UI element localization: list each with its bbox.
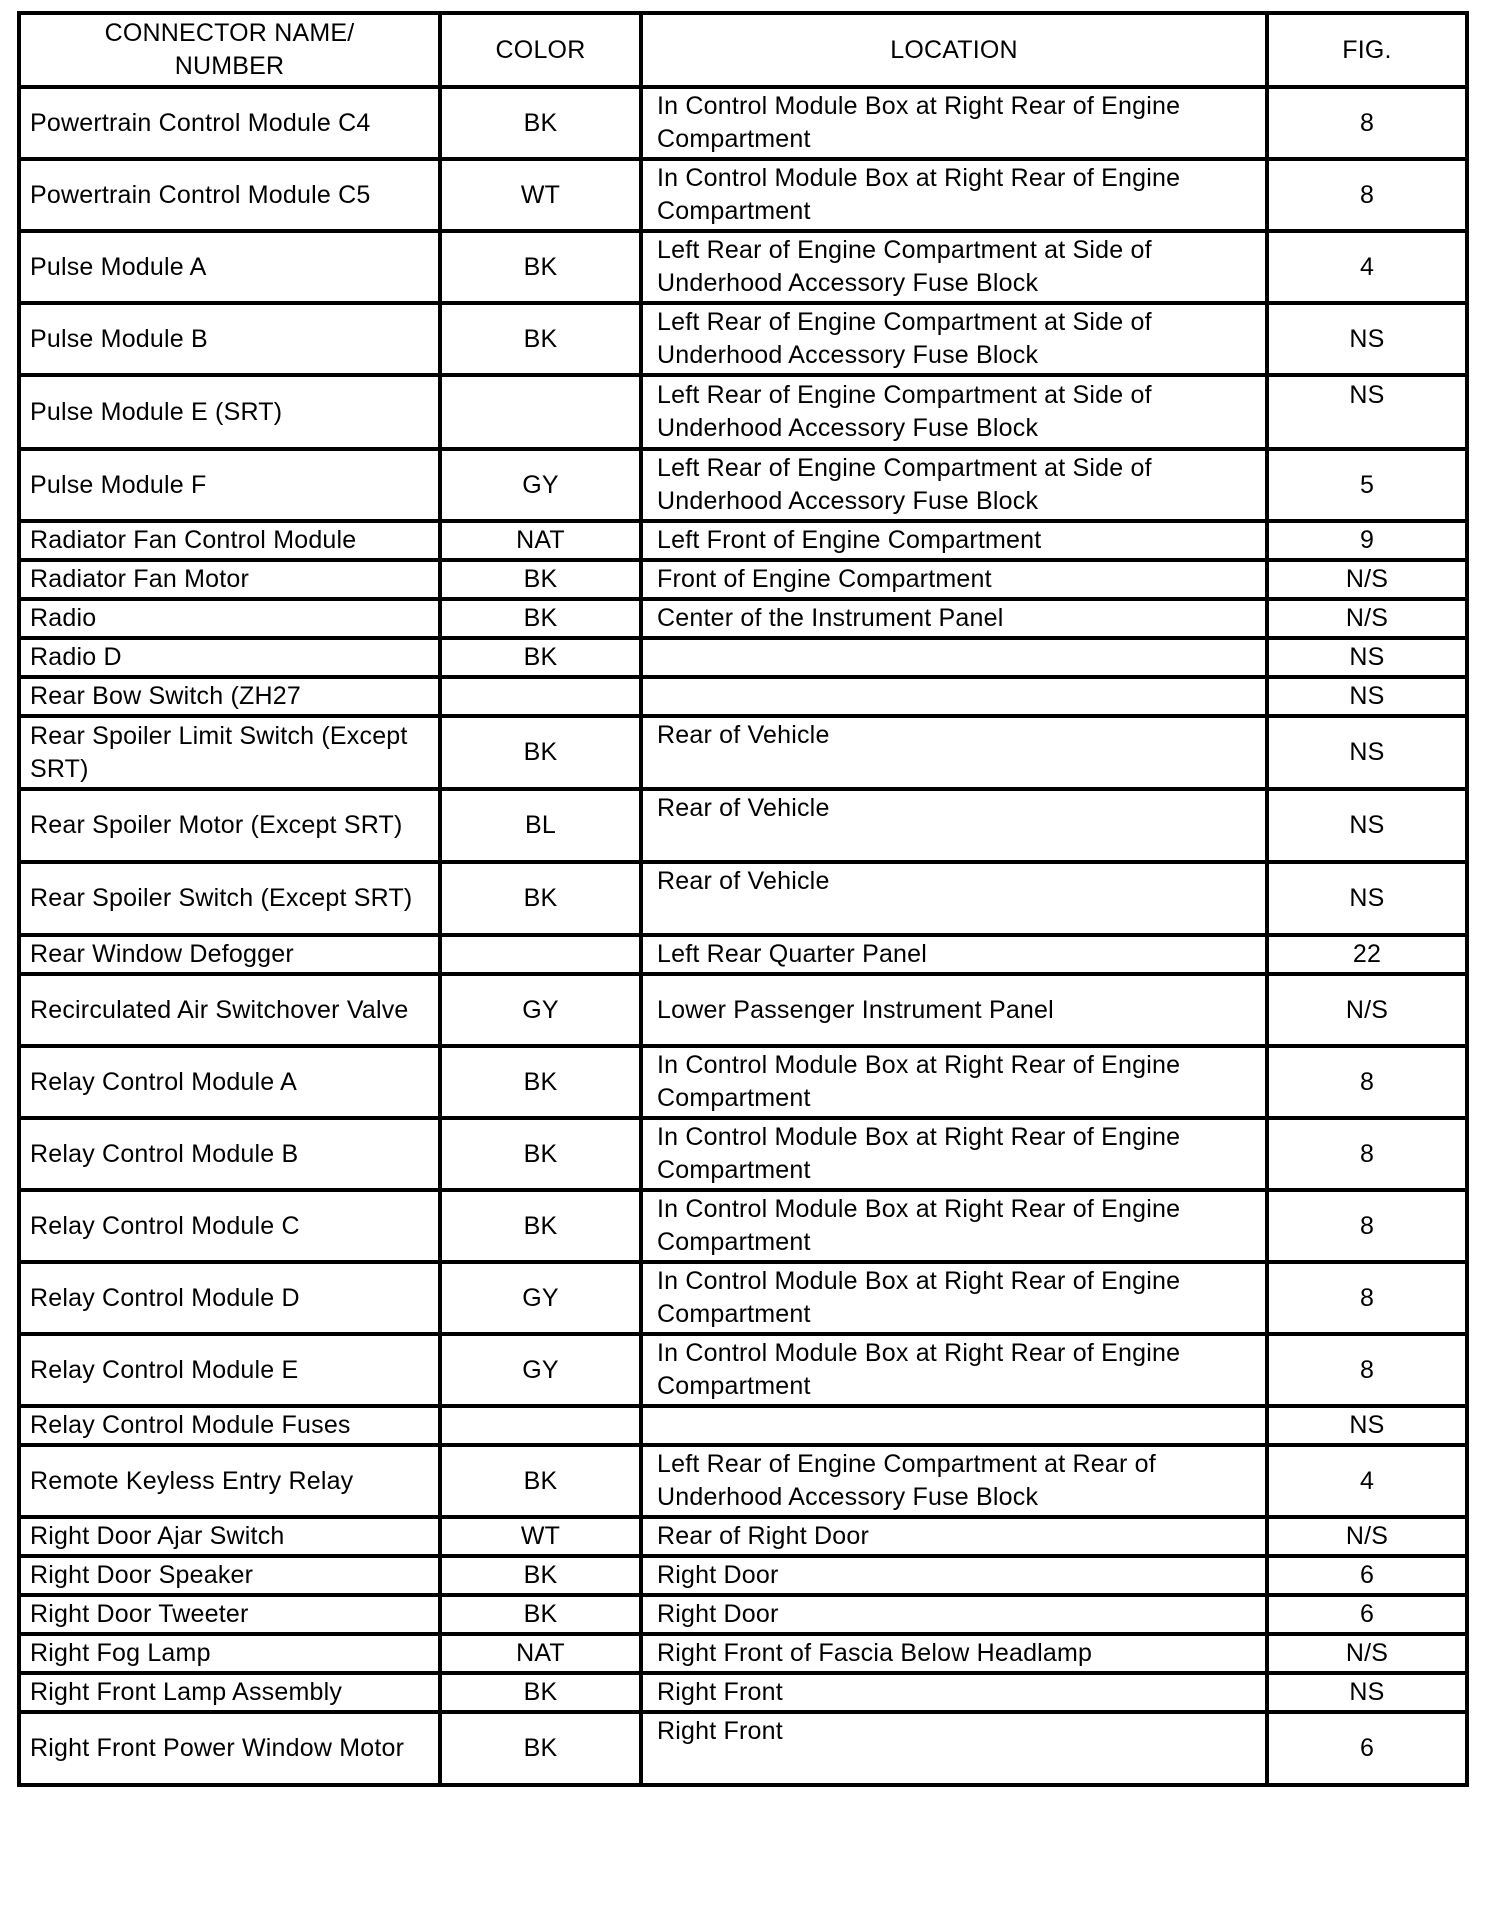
cell-color: BK <box>440 862 641 935</box>
cell-connector-name: Powertrain Control Module C5 <box>19 159 440 231</box>
cell-location: Lower Passenger Instrument Panel <box>641 974 1267 1046</box>
table-row <box>19 1334 1467 1406</box>
cell-color: NAT <box>440 521 641 560</box>
table-row <box>19 1712 1467 1785</box>
cell-fig: 8 <box>1267 1262 1467 1334</box>
cell-location: Rear of Vehicle <box>641 716 1267 789</box>
cell-color: BK <box>440 1673 641 1712</box>
cell-location: Rear of Vehicle <box>641 789 1267 862</box>
cell-location: Right Door <box>641 1595 1267 1634</box>
cell-color: GY <box>440 1334 641 1406</box>
table-row <box>19 159 1467 231</box>
table-row <box>19 560 1467 599</box>
cell-location: Rear of Right Door <box>641 1517 1267 1556</box>
cell-color: GY <box>440 1262 641 1334</box>
connector-location-table <box>17 11 1469 1787</box>
cell-location: Front of Engine Compartment <box>641 560 1267 599</box>
cell-connector-name: Powertrain Control Module C4 <box>19 87 440 159</box>
cell-color: BK <box>440 638 641 677</box>
cell-connector-name: Relay Control Module C <box>19 1190 440 1262</box>
cell-fig: 6 <box>1267 1595 1467 1634</box>
cell-connector-name: Rear Window Defogger <box>19 935 440 974</box>
cell-connector-name: Right Door Speaker <box>19 1556 440 1595</box>
cell-location: In Control Module Box at Right Rear of Engine Compartment <box>641 87 1267 159</box>
table-row <box>19 1406 1467 1445</box>
cell-color: BK <box>440 599 641 638</box>
table-row <box>19 1190 1467 1262</box>
table-row <box>19 1556 1467 1595</box>
cell-location: Left Rear of Engine Compartment at Rear of Underhood Accessory Fuse Block <box>641 1445 1267 1517</box>
cell-fig: 22 <box>1267 935 1467 974</box>
cell-location <box>641 677 1267 716</box>
cell-location: Left Rear of Engine Compartment at Side of Underhood Accessory Fuse Block <box>641 231 1267 303</box>
cell-location: Right Door <box>641 1556 1267 1595</box>
cell-location: Left Rear Quarter Panel <box>641 935 1267 974</box>
cell-color: BK <box>440 1556 641 1595</box>
cell-connector-name: Right Door Tweeter <box>19 1595 440 1634</box>
cell-connector-name: Recirculated Air Switchover Valve <box>19 974 440 1046</box>
cell-connector-name: Right Front Power Window Motor <box>19 1712 440 1785</box>
cell-location: In Control Module Box at Right Rear of Engine Compartment <box>641 159 1267 231</box>
cell-color: BK <box>440 1118 641 1190</box>
cell-location: Left Rear of Engine Compartment at Side of Underhood Accessory Fuse Block <box>641 375 1267 449</box>
cell-color: BK <box>440 303 641 375</box>
table-row <box>19 677 1467 716</box>
cell-fig: NS <box>1267 789 1467 862</box>
cell-connector-name: Radio <box>19 599 440 638</box>
cell-connector-name: Right Fog Lamp <box>19 1634 440 1673</box>
cell-fig: 8 <box>1267 1334 1467 1406</box>
cell-location: Left Front of Engine Compartment <box>641 521 1267 560</box>
header-color: COLOR <box>440 13 641 87</box>
cell-fig: 8 <box>1267 1190 1467 1262</box>
table-row <box>19 375 1467 449</box>
cell-location: Rear of Vehicle <box>641 862 1267 935</box>
header-fig: FIG. <box>1267 13 1467 87</box>
cell-fig: 8 <box>1267 87 1467 159</box>
cell-location: Center of the Instrument Panel <box>641 599 1267 638</box>
cell-fig: 4 <box>1267 1445 1467 1517</box>
cell-location: Left Rear of Engine Compartment at Side of Underhood Accessory Fuse Block <box>641 303 1267 375</box>
cell-location: In Control Module Box at Right Rear of Engine Compartment <box>641 1118 1267 1190</box>
cell-connector-name: Radiator Fan Control Module <box>19 521 440 560</box>
cell-color: GY <box>440 974 641 1046</box>
cell-connector-name: Pulse Module B <box>19 303 440 375</box>
cell-color: WT <box>440 1517 641 1556</box>
cell-location: Right Front <box>641 1673 1267 1712</box>
table-header-row <box>19 13 1467 87</box>
cell-fig: N/S <box>1267 599 1467 638</box>
cell-location: In Control Module Box at Right Rear of Engine Compartment <box>641 1262 1267 1334</box>
table-row <box>19 935 1467 974</box>
header-connector-name-line1: CONNECTOR NAME/ <box>104 19 355 47</box>
cell-connector-name: Rear Spoiler Motor (Except SRT) <box>19 789 440 862</box>
header-location: LOCATION <box>641 13 1267 87</box>
cell-connector-name: Pulse Module A <box>19 231 440 303</box>
cell-fig: NS <box>1267 638 1467 677</box>
table-row <box>19 1046 1467 1118</box>
cell-color <box>440 1406 641 1445</box>
table-row <box>19 521 1467 560</box>
cell-location: In Control Module Box at Right Rear of Engine Compartment <box>641 1046 1267 1118</box>
cell-fig: NS <box>1267 862 1467 935</box>
cell-color: BK <box>440 1190 641 1262</box>
table-row <box>19 1595 1467 1634</box>
table-row <box>19 87 1467 159</box>
cell-color: NAT <box>440 1634 641 1673</box>
cell-location <box>641 1406 1267 1445</box>
cell-fig: NS <box>1267 677 1467 716</box>
cell-fig: NS <box>1267 303 1467 375</box>
cell-fig: NS <box>1267 716 1467 789</box>
cell-color: BK <box>440 560 641 599</box>
cell-color: BK <box>440 716 641 789</box>
cell-connector-name: Radio D <box>19 638 440 677</box>
cell-color: BK <box>440 1712 641 1785</box>
table-row <box>19 599 1467 638</box>
table-row <box>19 1118 1467 1190</box>
cell-location <box>641 638 1267 677</box>
cell-fig: N/S <box>1267 1517 1467 1556</box>
cell-color: BK <box>440 87 641 159</box>
table-row <box>19 1517 1467 1556</box>
cell-color <box>440 677 641 716</box>
cell-location: Right Front of Fascia Below Headlamp <box>641 1634 1267 1673</box>
cell-location: In Control Module Box at Right Rear of Engine Compartment <box>641 1334 1267 1406</box>
table-row <box>19 789 1467 862</box>
cell-color <box>440 935 641 974</box>
cell-fig: 6 <box>1267 1712 1467 1785</box>
cell-fig: NS <box>1267 1673 1467 1712</box>
cell-location: Right Front <box>641 1712 1267 1785</box>
cell-fig: N/S <box>1267 1634 1467 1673</box>
cell-connector-name: Remote Keyless Entry Relay <box>19 1445 440 1517</box>
cell-connector-name: Relay Control Module A <box>19 1046 440 1118</box>
cell-color: BK <box>440 1445 641 1517</box>
table-row <box>19 862 1467 935</box>
cell-fig: 6 <box>1267 1556 1467 1595</box>
cell-color <box>440 375 641 449</box>
cell-location: In Control Module Box at Right Rear of Engine Compartment <box>641 1190 1267 1262</box>
table-row <box>19 303 1467 375</box>
cell-color: BK <box>440 1046 641 1118</box>
cell-connector-name: Relay Control Module B <box>19 1118 440 1190</box>
cell-color: BK <box>440 1595 641 1634</box>
cell-connector-name: Right Front Lamp Assembly <box>19 1673 440 1712</box>
table-row <box>19 1445 1467 1517</box>
cell-connector-name: Rear Spoiler Limit Switch (Except SRT) <box>19 716 440 789</box>
cell-connector-name: Relay Control Module Fuses <box>19 1406 440 1445</box>
cell-color: GY <box>440 449 641 521</box>
cell-fig: 8 <box>1267 159 1467 231</box>
table-row <box>19 1262 1467 1334</box>
cell-connector-name: Rear Spoiler Switch (Except SRT) <box>19 862 440 935</box>
cell-color: BK <box>440 231 641 303</box>
cell-location: Left Rear of Engine Compartment at Side of Underhood Accessory Fuse Block <box>641 449 1267 521</box>
connector-table-container <box>17 11 1465 1787</box>
header-connector-name <box>19 13 440 87</box>
cell-connector-name: Relay Control Module D <box>19 1262 440 1334</box>
cell-connector-name: Relay Control Module E <box>19 1334 440 1406</box>
cell-fig: 8 <box>1267 1118 1467 1190</box>
cell-fig: 5 <box>1267 449 1467 521</box>
cell-color: BL <box>440 789 641 862</box>
table-row <box>19 716 1467 789</box>
table-row <box>19 1673 1467 1712</box>
cell-fig: 9 <box>1267 521 1467 560</box>
cell-fig: N/S <box>1267 560 1467 599</box>
cell-fig: NS <box>1267 375 1467 449</box>
header-connector-name-line2: NUMBER <box>174 52 285 80</box>
cell-connector-name: Right Door Ajar Switch <box>19 1517 440 1556</box>
cell-connector-name: Pulse Module F <box>19 449 440 521</box>
table-row <box>19 974 1467 1046</box>
cell-fig: 4 <box>1267 231 1467 303</box>
cell-connector-name: Rear Bow Switch (ZH27 <box>19 677 440 716</box>
table-row <box>19 638 1467 677</box>
table-row <box>19 449 1467 521</box>
cell-color: WT <box>440 159 641 231</box>
table-row <box>19 231 1467 303</box>
cell-fig: NS <box>1267 1406 1467 1445</box>
cell-fig: 8 <box>1267 1046 1467 1118</box>
cell-fig: N/S <box>1267 974 1467 1046</box>
cell-connector-name: Radiator Fan Motor <box>19 560 440 599</box>
cell-connector-name: Pulse Module E (SRT) <box>19 375 440 449</box>
table-row <box>19 1634 1467 1673</box>
